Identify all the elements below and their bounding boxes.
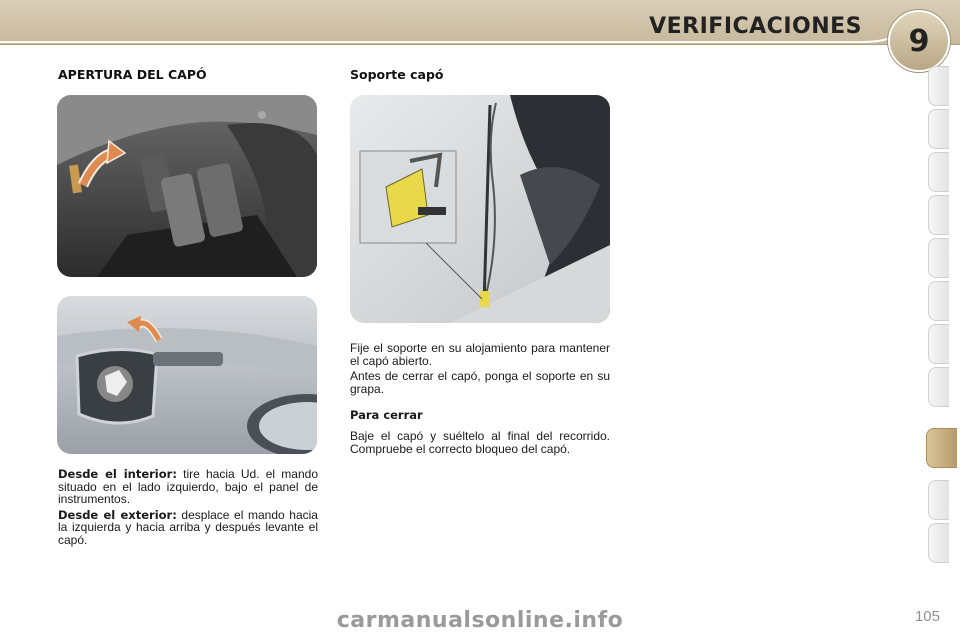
chapter-tab[interactable]: [928, 523, 949, 563]
interior-text: tire hacia Ud. el mando situado en el lado izquierdo, bajo el panel de instrumentos.: [58, 467, 318, 506]
support-para-2: Antes de cerrar el capó, ponga el soporte en su grapa.: [350, 369, 610, 396]
photo-exterior-release: [57, 296, 317, 454]
photo-hood-support-rod: [350, 95, 610, 323]
support-para-1: Fije el soporte en su alojamiento para mantener el capó abierto.: [350, 341, 610, 368]
chapter-tab[interactable]: [928, 281, 949, 321]
chapter-tab[interactable]: [928, 367, 949, 407]
chapter-tabs: [928, 66, 950, 574]
chapter-badge: 9: [888, 10, 950, 72]
exterior-text: desplace el mando hacia la izquierda y hacia arriba y después levante el capó.: [58, 507, 318, 547]
chapter-tab-active[interactable]: [926, 428, 957, 468]
chapter-tab[interactable]: [928, 109, 949, 149]
page-number: 105: [914, 608, 940, 625]
left-body-text: [58, 468, 318, 549]
closing-para: Baje el capó y suéltelo al final del recorrido. Compruebe el correcto bloqueo del capó.: [350, 429, 610, 456]
interior-instruction: [58, 468, 318, 506]
exterior-label: Desde el exterior:: [58, 507, 177, 522]
photo-interior-release-lever: [57, 95, 317, 277]
section-title-hood-support: Soporte capó: [350, 67, 444, 82]
chapter-tab[interactable]: [928, 195, 949, 235]
closing-text: [350, 430, 610, 458]
chapter-tab[interactable]: [928, 152, 949, 192]
page-title: VERIFICACIONES: [649, 14, 862, 39]
chapter-tab[interactable]: [928, 480, 949, 520]
exterior-instruction: [58, 509, 318, 547]
section-title-hood-opening: APERTURA DEL CAPÓ: [58, 67, 207, 82]
header-underline: [0, 38, 900, 48]
interior-label: Desde el interior:: [58, 467, 177, 481]
chapter-tab[interactable]: [928, 324, 949, 364]
subtitle-para-cerrar: Para cerrar: [350, 408, 423, 422]
page-header: [0, 0, 960, 45]
chapter-tab[interactable]: [928, 238, 949, 278]
right-body-text: [350, 342, 610, 398]
chapter-tab[interactable]: [928, 66, 949, 106]
watermark: carmanualsonline.info: [0, 600, 960, 640]
